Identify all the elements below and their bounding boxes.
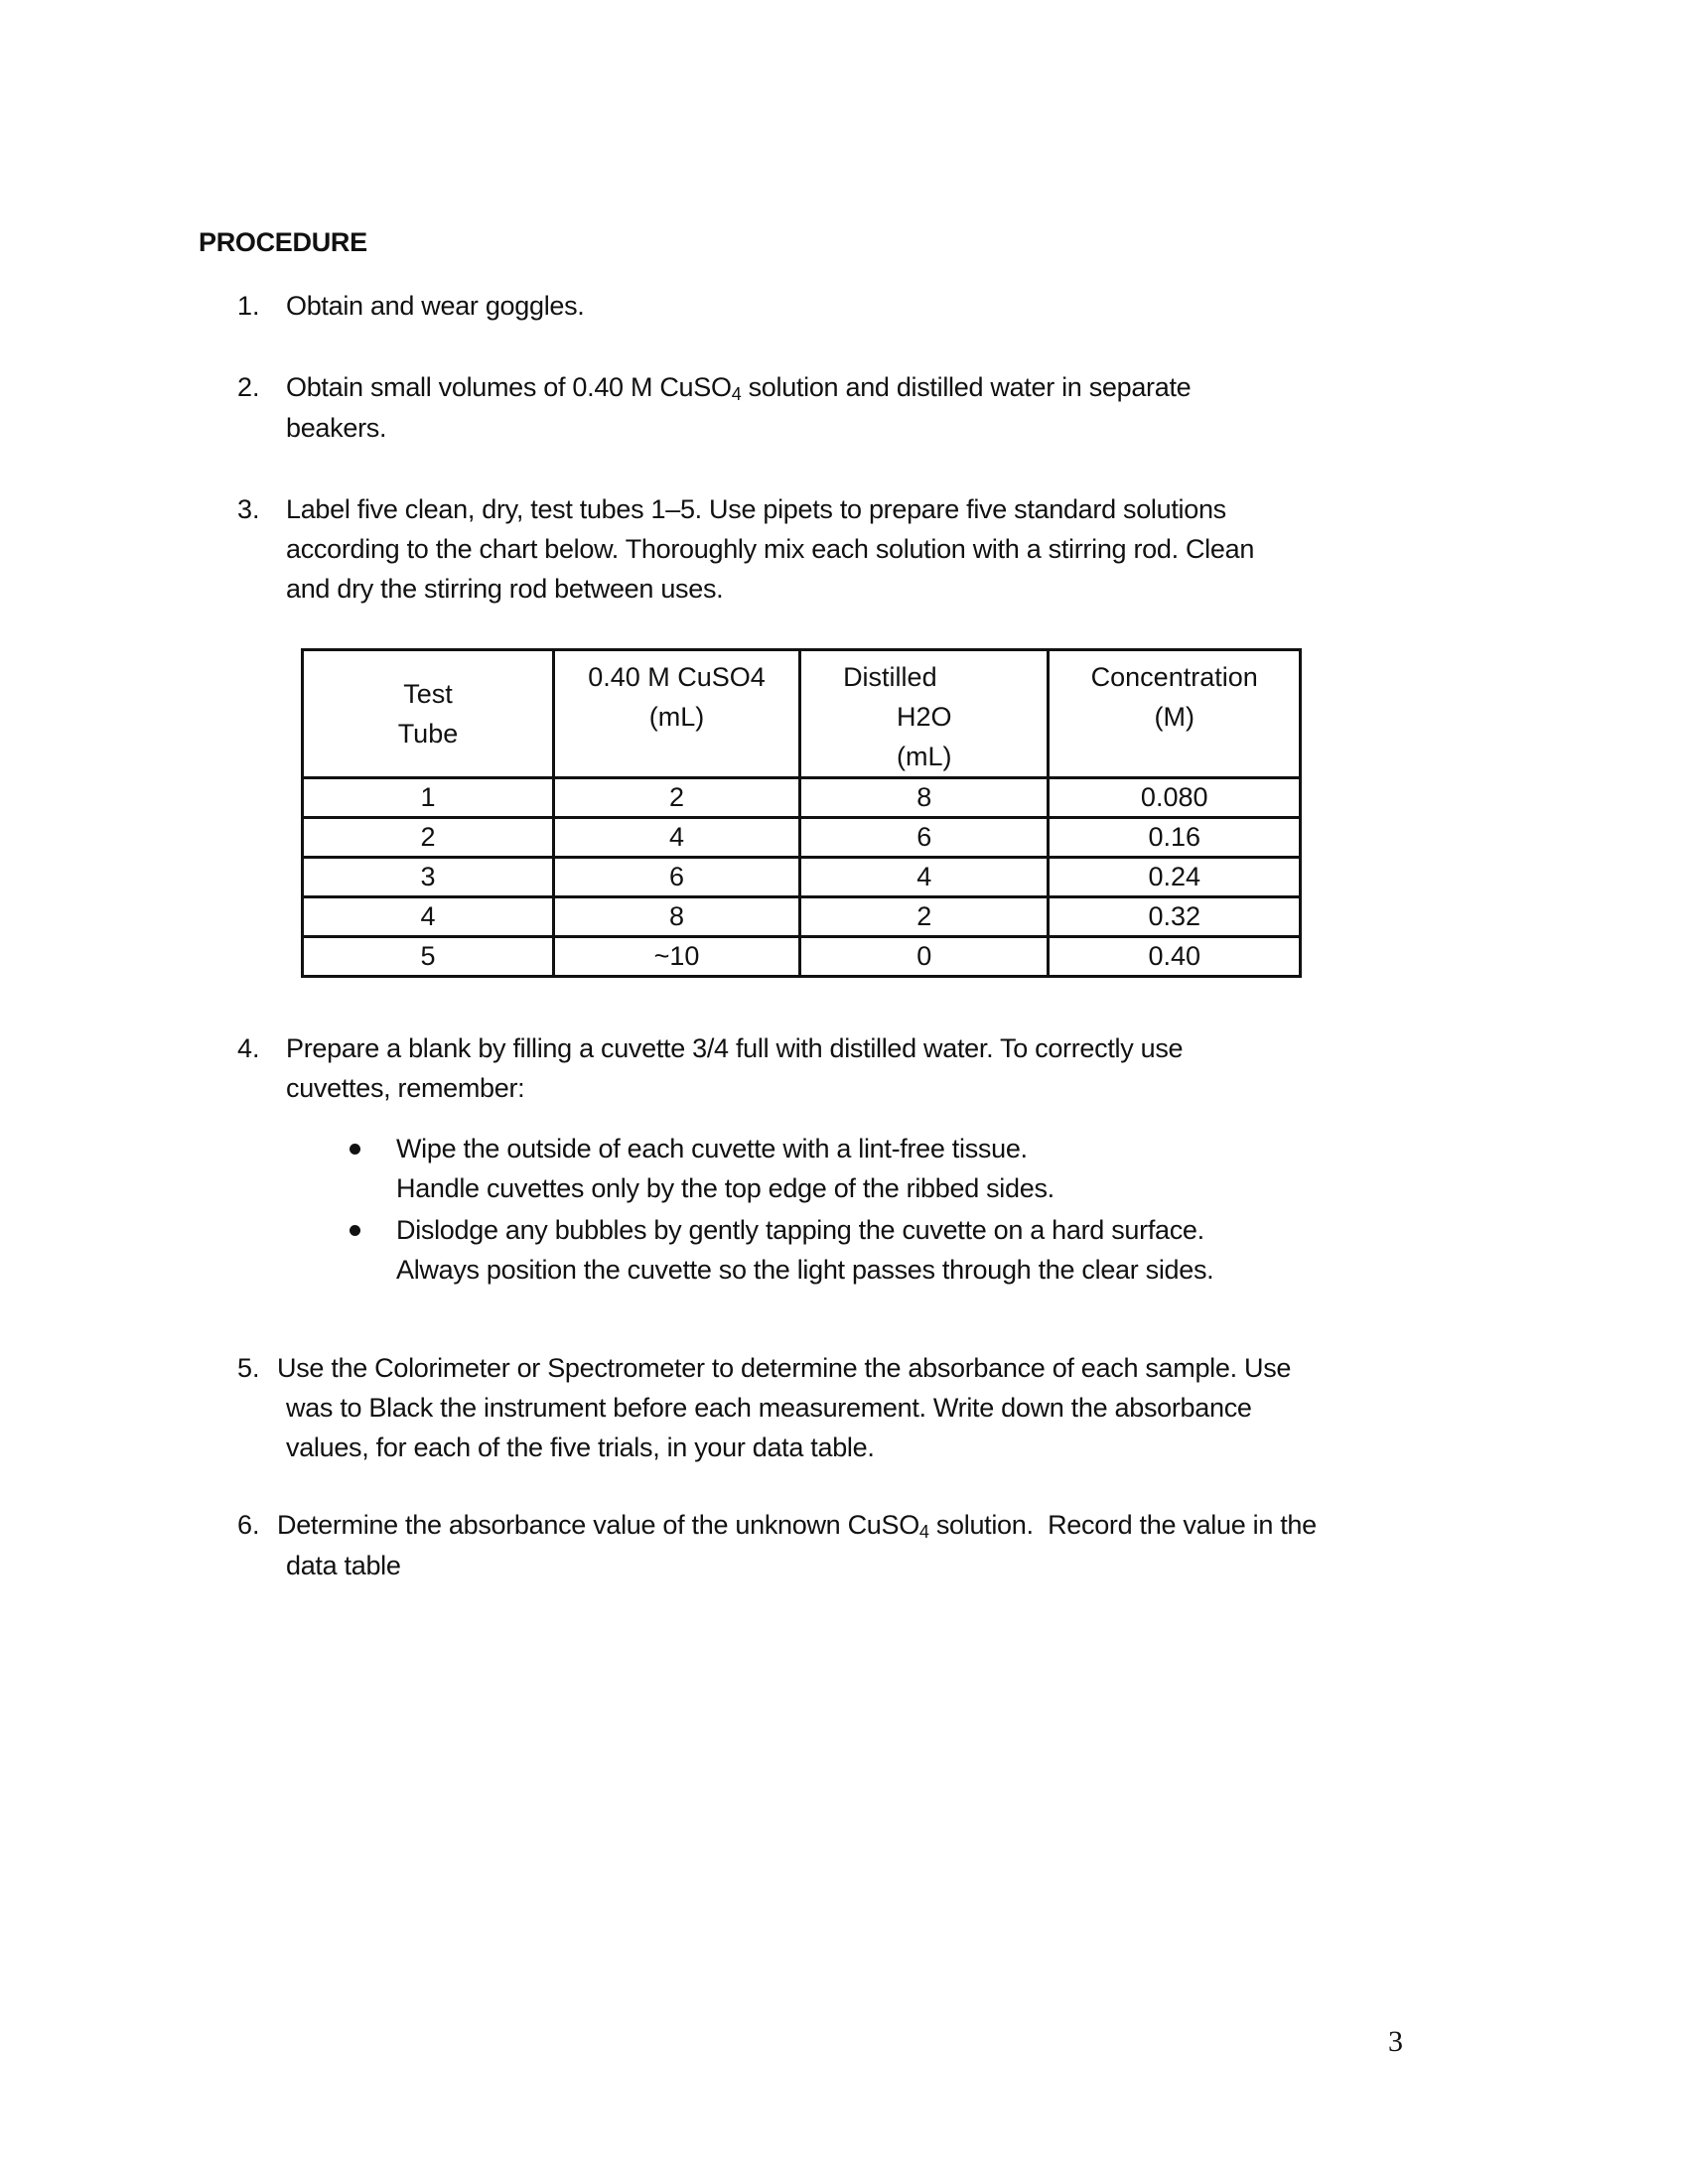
- step-number: 6.: [237, 1510, 260, 1540]
- header-cuso4: [553, 650, 799, 778]
- step-number: 1.: [237, 291, 260, 321]
- table-cell: 0: [800, 937, 1049, 977]
- header-line: H2O: [896, 702, 952, 732]
- table-cell: 6: [800, 818, 1049, 858]
- section-heading: PROCEDURE: [199, 227, 367, 257]
- header-line: Test: [403, 679, 453, 709]
- text: solution and distilled water in separate: [741, 372, 1192, 402]
- text: Determine the absorbance value of the unknown CuSO: [277, 1510, 919, 1540]
- table-cell: 2: [553, 778, 799, 818]
- table-cell: 4: [303, 897, 554, 937]
- table-cell: 8: [553, 897, 799, 937]
- table-cell: 5: [303, 937, 554, 977]
- step-3-line-2: according to the chart below. Thoroughly mix each solution with a stirring rod. Clean: [286, 534, 1255, 564]
- step-2-line-1: [286, 367, 1191, 407]
- table-cell: 1: [303, 778, 554, 818]
- bullet-1-line-1: Wipe the outside of each cuvette with a lint-free tissue.: [396, 1134, 1028, 1163]
- step-number: 2.: [237, 372, 260, 402]
- step-number: 4.: [237, 1033, 260, 1063]
- table-cell: 3: [303, 858, 554, 897]
- table-row: [303, 937, 1301, 977]
- header-test-tube: [303, 650, 554, 778]
- table-cell: 4: [553, 818, 799, 858]
- text: Obtain small volumes of 0.40 M CuSO: [286, 372, 732, 402]
- step-1-text: Obtain and wear goggles.: [286, 291, 585, 321]
- table-cell: 2: [800, 897, 1049, 937]
- page-number: 3: [1388, 2025, 1403, 2058]
- bullet-2-line-1: Dislodge any bubbles by gently tapping the cuvette on a hard surface.: [396, 1215, 1204, 1245]
- subscript: 4: [918, 1522, 929, 1542]
- bullet-icon: [350, 1225, 360, 1236]
- table-cell: 0.40: [1049, 937, 1301, 977]
- table-cell: 2: [303, 818, 554, 858]
- step-6-line-2: data table: [286, 1551, 401, 1580]
- step-4-line-2: cuvettes, remember:: [286, 1073, 525, 1103]
- table-cell: 8: [800, 778, 1049, 818]
- table-cell: 4: [800, 858, 1049, 897]
- header-line: (mL): [897, 742, 952, 771]
- header-line: Concentration: [1090, 662, 1258, 692]
- table-cell: ~10: [553, 937, 799, 977]
- header-line: Distilled: [843, 662, 937, 692]
- table-cell: 0.32: [1049, 897, 1301, 937]
- step-number: 5.: [237, 1353, 260, 1383]
- step-4-line-1: Prepare a blank by filling a cuvette 3/4 full with distilled water. To correctly use: [286, 1033, 1184, 1063]
- table-cell: 0.16: [1049, 818, 1301, 858]
- step-number: 3.: [237, 494, 260, 524]
- header-line: (M): [1154, 702, 1195, 732]
- table-row: [303, 818, 1301, 858]
- bullet-2-line-2: Always position the cuvette so the light passes through the clear sides.: [396, 1255, 1214, 1285]
- table-row: [303, 897, 1301, 937]
- header-line: 0.40 M CuSO4: [588, 662, 766, 692]
- dilution-table: [301, 648, 1302, 978]
- step-3-line-1: Label five clean, dry, test tubes 1–5. Use pipets to prepare five standard solutions: [286, 494, 1226, 524]
- header-water: [800, 650, 1049, 778]
- step-3-line-3: and dry the stirring rod between uses.: [286, 574, 724, 604]
- table-cell: 0.080: [1049, 778, 1301, 818]
- bullet-1-line-2: Handle cuvettes only by the top edge of the ribbed sides.: [396, 1173, 1055, 1203]
- step-5-line-1: Use the Colorimeter or Spectrometer to determine the absorbance of each sample. Use: [277, 1353, 1292, 1383]
- table-row: [303, 858, 1301, 897]
- bullet-icon: [350, 1144, 360, 1155]
- subscript: 4: [731, 384, 742, 404]
- table-row: [303, 778, 1301, 818]
- text: solution. Record the value in the: [928, 1510, 1317, 1540]
- step-2-line-2: beakers.: [286, 413, 387, 443]
- header-line: Tube: [397, 719, 459, 749]
- table-header-row: [303, 650, 1301, 778]
- step-6-line-1: [277, 1505, 1317, 1545]
- table-cell: 0.24: [1049, 858, 1301, 897]
- step-5-line-2: was to Black the instrument before each measurement. Write down the absorbance: [286, 1393, 1252, 1423]
- step-5-line-3: values, for each of the five trials, in your data table.: [286, 1433, 875, 1462]
- table-cell: 6: [553, 858, 799, 897]
- header-concentration: [1049, 650, 1301, 778]
- header-line: (mL): [648, 702, 705, 732]
